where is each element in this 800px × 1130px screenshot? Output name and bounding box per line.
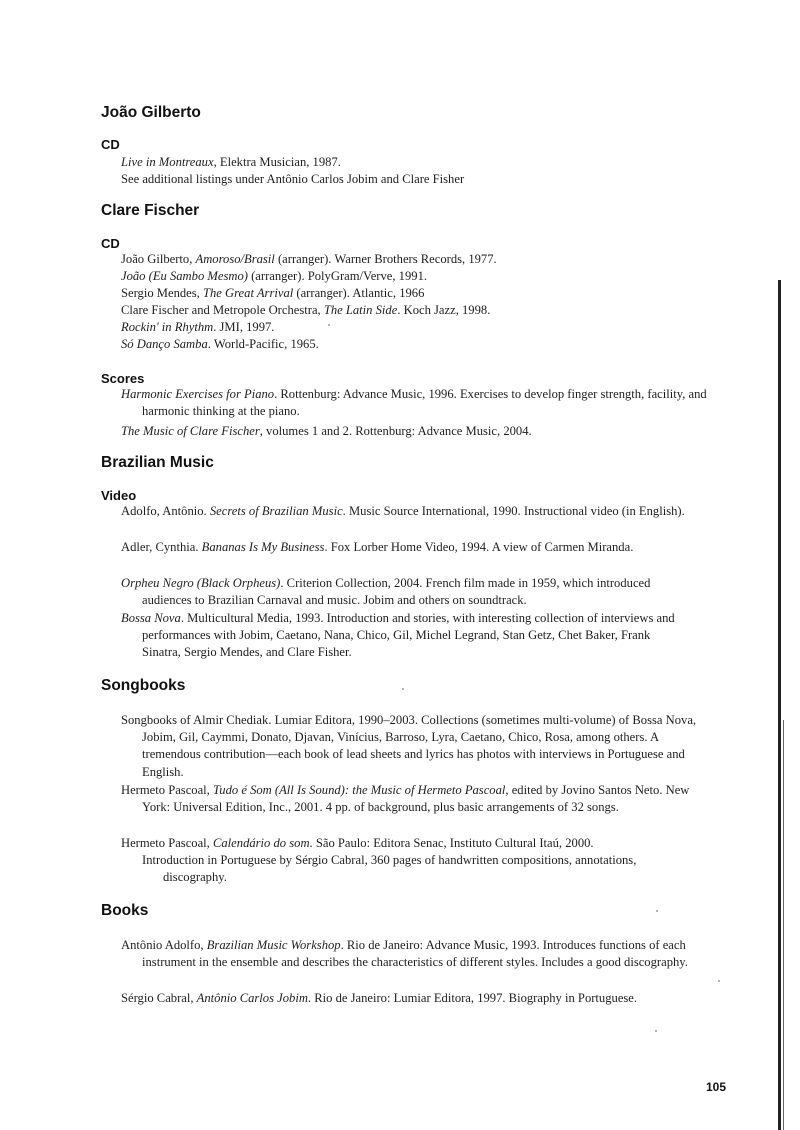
list-item: Songbooks of Almir Chediak. Lumiar Editora, 1990–2003. Collections (sometimes multi-volume) of Bossa Nova, Jobim, Gil, Caymmi, Donato, Djavan, Vinícius, Barroso, Lyra, Caetano, Chico, Rosa, among others. A tremendous contribution—each book of lead sheets and lyrics has photos with interviews in Portuguese and English. — [121, 713, 697, 779]
scan-speck — [656, 910, 658, 912]
list-item: Hermeto Pascoal, Calendário do som. São Paulo: Editora Senac, Instituto Cultural Itaú, 2000. — [121, 836, 594, 850]
list-item: Rockin' in Rhythm. JMI, 1997. — [121, 320, 275, 334]
section-heading-songbooks: Songbooks — [101, 677, 186, 694]
scan-edge-line-thin — [783, 720, 784, 1130]
scan-speck — [718, 980, 720, 982]
subheading-cd: CD — [101, 236, 120, 251]
list-item: João (Eu Sambo Mesmo) (arranger). PolyGram/Verve, 1991. — [121, 269, 428, 283]
subheading-scores: Scores — [101, 371, 145, 386]
section-heading-brazilian-music: Brazilian Music — [101, 454, 214, 471]
list-item: Só Danço Samba. World-Pacific, 1965. — [121, 337, 319, 351]
list-item: Bossa Nova. Multicultural Media, 1993. Introduction and stories, with interesting collection of interviews and performances with Jobim, Caetano, Nana, Chico, Gil, Michel Legrand, Stan Getz, Chet Baker, Frank Sinatra, Sergio Mendes, and Clare Fisher. — [121, 611, 675, 660]
list-item: Adler, Cynthia. Bananas Is My Business. Fox Lorber Home Video, 1994. A view of Carmen Miranda. — [121, 540, 634, 554]
subheading-cd: CD — [101, 137, 120, 152]
scan-speck — [328, 324, 330, 326]
list-item: Sergio Mendes, The Great Arrival (arranger). Atlantic, 1966 — [121, 286, 425, 300]
list-item: The Music of Clare Fischer, volumes 1 and 2. Rottenburg: Advance Music, 2004. — [121, 424, 532, 438]
list-item: Live in Montreaux, Elektra Musician, 1987. — [121, 155, 341, 169]
scan-speck — [402, 688, 404, 690]
list-item: Harmonic Exercises for Piano. Rottenburg: Advance Music, 1996. Exercises to develop finger strength, facility, and harmonic thinking at the piano. — [121, 387, 707, 419]
list-item: See additional listings under Antônio Carlos Jobim and Clare Fisher — [121, 172, 465, 186]
section-heading-joao-gilberto: João Gilberto — [101, 104, 201, 121]
list-item: João Gilberto, Amoroso/Brasil (arranger). Warner Brothers Records, 1977. — [121, 252, 497, 266]
subheading-video: Video — [101, 488, 137, 503]
list-item: Adolfo, Antônio. Secrets of Brazilian Music. Music Source International, 1990. Instructional video (in English). — [121, 504, 685, 518]
page-number: 105 — [706, 1080, 727, 1094]
scan-edge-line — [778, 280, 781, 1130]
list-item: Antônio Adolfo, Brazilian Music Workshop. Rio de Janeiro: Advance Music, 1993. Introduces functions of each instrument in the ensemble and describes the characteristics of different styles. Includes a good discography. — [121, 938, 688, 970]
section-heading-clare-fischer: Clare Fischer — [101, 202, 200, 219]
list-item-continuation: Introduction in Portuguese by Sérgio Cabral, 360 pages of handwritten compositions, annotations, discography. — [142, 853, 637, 885]
scan-speck — [655, 1030, 657, 1032]
list-item: Sérgio Cabral, Antônio Carlos Jobim. Rio de Janeiro: Lumiar Editora, 1997. Biography in Portuguese. — [121, 991, 638, 1005]
section-heading-books: Books — [101, 902, 149, 919]
list-item: Hermeto Pascoal, Tudo é Som (All Is Sound): the Music of Hermeto Pascoal, edited by Jovino Santos Neto. New York: Universal Edition, Inc., 2001. 4 pp. of background, plus basic arrangements of 32 songs. — [121, 783, 690, 815]
list-item: Orpheu Negro (Black Orpheus). Criterion Collection, 2004. French film made in 1959, which introduced audiences to Brazilian Carnaval and music. Jobim and others on soundtrack. — [121, 576, 651, 608]
list-item: Clare Fischer and Metropole Orchestra, The Latin Side. Koch Jazz, 1998. — [121, 303, 491, 317]
